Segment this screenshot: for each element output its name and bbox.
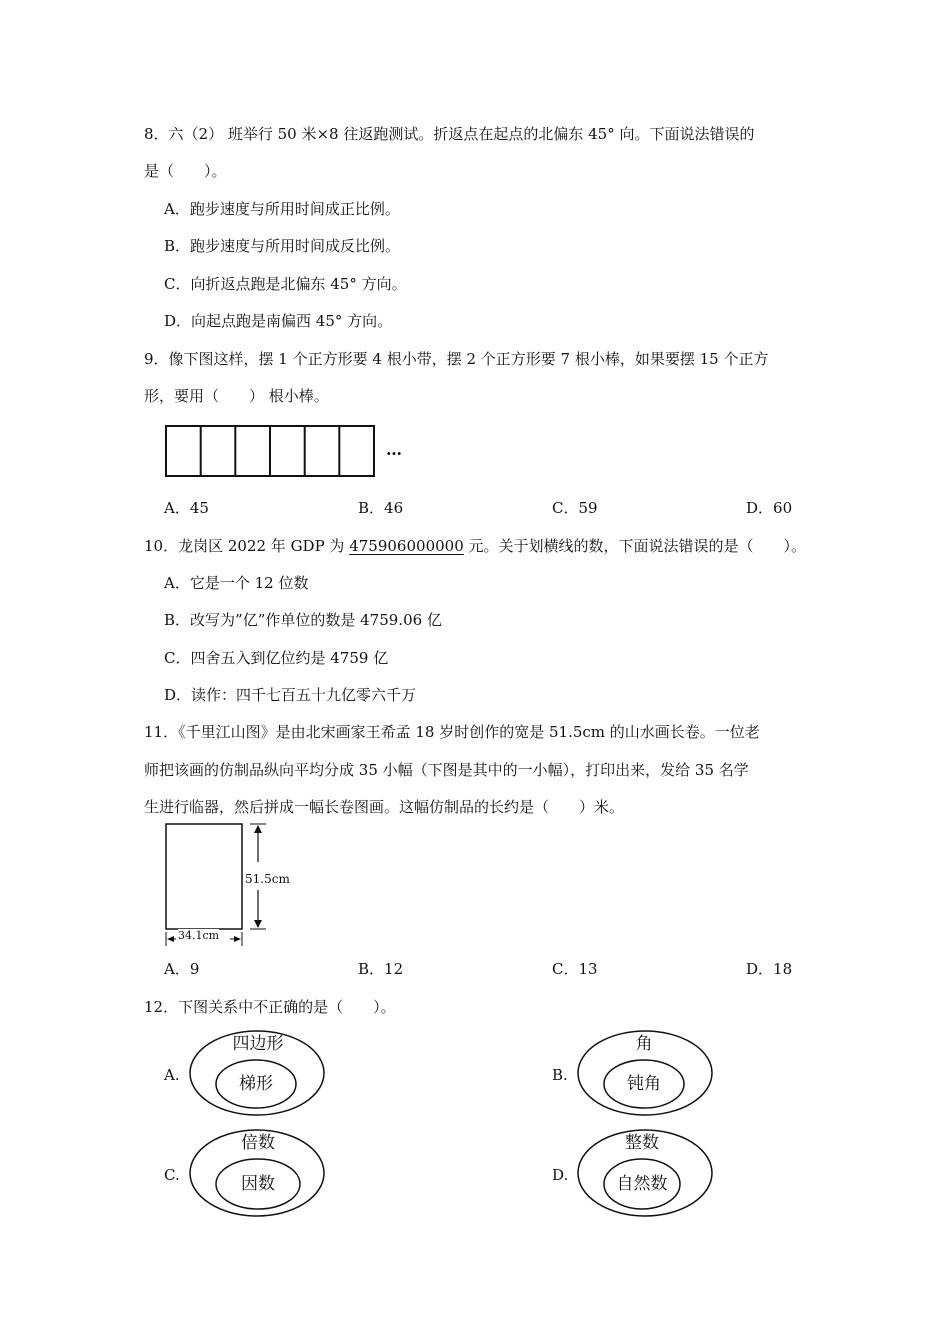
q12-a-outer-label: 四边形: [232, 1034, 284, 1054]
q11-option-d[interactable]: D．18: [746, 960, 793, 978]
q10-option-c[interactable]: C．四舍五入到亿位约是 4759 亿: [164, 649, 389, 667]
q12-option-d-letter[interactable]: D.: [552, 1166, 569, 1184]
q10-underlined-number: 475906000000: [349, 537, 464, 555]
q9-option-b[interactable]: B．46: [358, 499, 404, 517]
q8-stem-line2: 是（ ）。: [144, 162, 227, 180]
q9-stem-line1: 9．像下图这样，摆 1 个正方形要 4 根小带，摆 2 个正方形要 7 根小棒，如果要摆 15 个正方: [144, 350, 769, 368]
q11-height-label: 51.5cm: [245, 872, 290, 886]
q12-option-c-letter[interactable]: C.: [164, 1166, 180, 1184]
q8-option-d[interactable]: D．向起点跑是南偏西 45° 方向。: [164, 312, 393, 330]
q12-option-b-letter[interactable]: B.: [552, 1066, 568, 1084]
q9-option-a[interactable]: A．45: [164, 499, 209, 517]
q12-c-inner-label: 因数: [241, 1174, 275, 1194]
q8-option-a[interactable]: A．跑步速度与所用时间成正比例。: [164, 200, 400, 218]
q11-option-b[interactable]: B．12: [358, 960, 404, 978]
q8-stem-line1: 8．六（2） 班举行 50 米×8 往返跑测试。折返点在起点的北偏东 45° 向。下面说法错误的: [144, 125, 755, 143]
q9-squares-figure: [160, 420, 420, 484]
height-arrowhead-down: [254, 920, 262, 928]
q11-option-a[interactable]: A．9: [164, 960, 200, 978]
q9-option-c[interactable]: C．59: [552, 499, 598, 517]
q11-width-label: 34.1cm: [178, 929, 220, 942]
q11-stem-line1: 11．《千里江山图》是由北宋画家王希孟 18 岁时创作的宽是 51.5cm 的山水画长卷。一位老: [144, 723, 760, 741]
q12-a-inner-label: 梯形: [239, 1074, 273, 1094]
q10-stem: [144, 536, 806, 556]
q9-option-d[interactable]: D．60: [746, 499, 793, 517]
height-arrowhead-up: [254, 825, 262, 833]
q12-stem: 12．下图关系中不正确的是（ ）。: [144, 998, 396, 1016]
q10-option-b[interactable]: B．改写为”亿”作单位的数是 4759.06 亿: [164, 611, 442, 629]
q10-stem-pre: 10．龙岗区 2022 年 GDP 为: [144, 537, 350, 555]
q12-b-inner-label: 钝角: [627, 1074, 661, 1094]
q12-b-outer-label: 角: [635, 1034, 653, 1054]
q10-stem-post: 元。关于划横线的数，下面说法错误的是（ ）。: [463, 537, 807, 555]
q10-option-d[interactable]: D．读作：四千七百五十九亿零六千万: [164, 686, 417, 704]
q10-option-a[interactable]: A．它是一个 12 位数: [164, 574, 309, 592]
q9-ellipsis: …: [386, 440, 402, 459]
q12-c-outer-label: 倍数: [241, 1133, 275, 1153]
q8-option-c[interactable]: C．向折返点跑是北偏东 45° 方向。: [164, 275, 407, 293]
q8-option-b[interactable]: B．跑步速度与所用时间成反比例。: [164, 237, 401, 255]
q12-option-a-letter[interactable]: A.: [164, 1066, 180, 1084]
q11-option-c[interactable]: C．13: [552, 960, 598, 978]
q9-stem-line2: 形，要用（ ） 根小棒。: [144, 387, 329, 405]
painting-rectangle: [166, 824, 242, 929]
q12-d-inner-label: 自然数: [616, 1174, 668, 1194]
q11-stem-line3: 生进行临器，然后拼成一幅长卷图画。这幅仿制品的长约是（ ）米。: [144, 798, 625, 816]
q12-d-outer-label: 整数: [625, 1133, 659, 1153]
q11-stem-line2: 师把该画的仿制品纵向平均分成 35 小幅（下图是其中的一小幅），打印出来，发给 35 名学: [144, 761, 749, 779]
